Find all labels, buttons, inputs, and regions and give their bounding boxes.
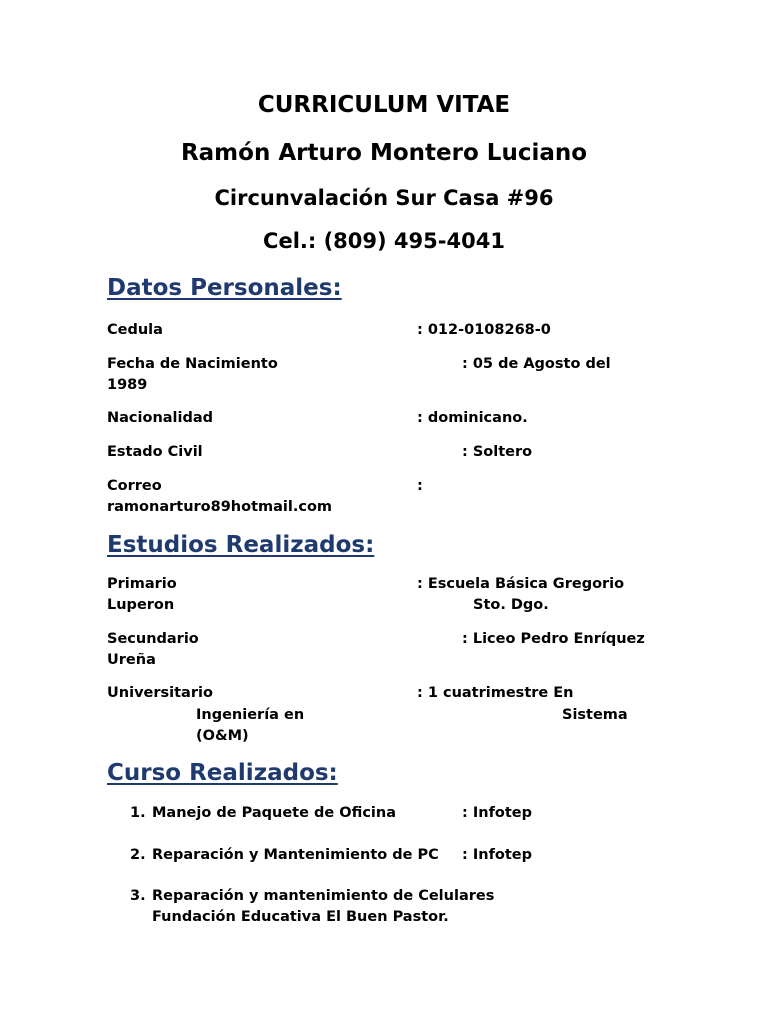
secondary-label: Secundario [107,631,199,647]
university-value: : 1 cuatrimestre En [417,685,574,701]
birth-label: Fecha de Nacimiento [107,356,278,372]
full-name: Ramón Arturo Montero Luciano [180,140,588,166]
university-cont-last: (O&M) [196,728,249,744]
civil-status-value: : Soltero [462,444,533,460]
phone: Cel.: (809) 495-4041 [263,229,505,253]
primary-label: Primario [107,576,177,592]
secondary-cont: Ureña [107,652,156,668]
email-value: ramonarturo89hotmail.com [107,499,333,515]
section-heading-courses: Curso Realizados: [107,760,338,786]
address: Circunvalación Sur Casa #96 [214,186,554,210]
primary-cont-right: Sto. Dgo. [473,597,549,613]
course-name-cont: Fundación Educativa El Buen Pastor. [152,909,449,925]
course-institution: : Infotep [462,805,532,821]
university-cont-left: Ingeniería en [196,707,305,723]
email-colon: : [417,478,423,494]
section-heading-studies: Estudios Realizados: [107,532,375,558]
nationality-label: Nacionalidad [107,410,214,426]
course-name: Manejo de Paquete de Oficina [152,805,396,821]
cedula-label: Cedula [107,322,163,338]
primary-cont-left: Luperon [107,597,175,613]
cv-title: CURRICULUM VITAE [257,92,511,118]
birth-value: : 05 de Agosto del [462,356,611,372]
section-heading-personal: Datos Personales: [107,275,342,301]
university-cont-right: Sistema [562,707,628,723]
course-name: Reparación y mantenimiento de Celulares [152,888,495,904]
email-label: Correo [107,478,162,494]
civil-status-label: Estado Civil [107,444,203,460]
course-number: 2. [130,847,146,863]
secondary-value: : Liceo Pedro Enríquez [462,631,645,647]
course-number: 1. [130,805,146,821]
nationality-value: : dominicano. [417,410,528,426]
primary-value: : Escuela Básica Gregorio [417,576,625,592]
course-name: Reparación y Mantenimiento de PC [152,847,439,863]
course-institution: : Infotep [462,847,532,863]
birth-value-cont: 1989 [107,377,148,393]
cedula-value: : 012-0108268-0 [417,322,551,338]
course-number: 3. [130,888,146,904]
university-label: Universitario [107,685,213,701]
